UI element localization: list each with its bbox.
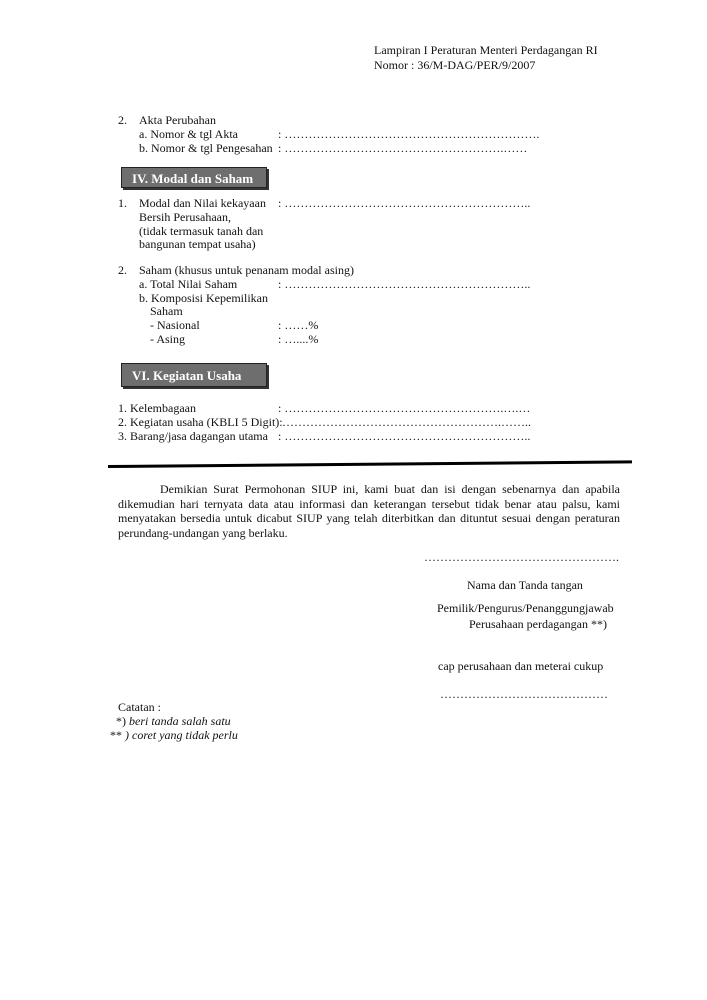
akta-a-label: a. Nomor & tgl Akta: [139, 127, 238, 141]
nasional-value: : ……%: [278, 318, 319, 332]
saham-b-label-2: Saham: [150, 304, 183, 318]
signature-role-2: Perusahaan perdagangan **): [469, 617, 607, 631]
kegiatan-value-2: ……………………………………………….……..: [282, 415, 531, 429]
nasional-label: - Nasional: [150, 318, 200, 332]
kegiatan-value-1: : ……………………………………………….….…: [278, 401, 531, 415]
signature-name-label: Nama dan Tanda tangan: [467, 578, 583, 592]
section-header-kegiatan-usaha: VI. Kegiatan Usaha: [121, 363, 267, 387]
kegiatan-value-3: : ……………………………………………………..: [278, 429, 531, 443]
akta-b-value: : ……………………………………………….……: [278, 141, 528, 155]
kegiatan-label-2: 2. Kegiatan usaha (KBLI 5 Digit):: [118, 415, 283, 429]
note-1-text: beri tanda salah satu: [129, 714, 231, 728]
note-2-mark: **: [110, 728, 122, 742]
modal-num: 1.: [118, 196, 127, 210]
akta-b-label: b. Nomor & tgl Pengesahan: [139, 141, 273, 155]
note-2-text: ) coret yang tidak perlu: [125, 728, 238, 742]
header-line-1: Lampiran I Peraturan Menteri Perdagangan RI: [374, 43, 598, 57]
stamp-label: cap perusahaan dan meterai cukup: [438, 659, 604, 673]
saham-b-label: b. Komposisi Kepemilikan: [139, 291, 268, 305]
section-header-modal-saham: IV. Modal dan Saham: [121, 167, 267, 188]
kegiatan-label-1: 1. Kelembagaan: [118, 401, 196, 415]
divider-rule: [108, 460, 632, 468]
saham-title: Saham (khusus untuk penanam modal asing): [139, 263, 354, 277]
saham-a-label: a. Total Nilai Saham: [139, 277, 238, 291]
akta-num: 2.: [118, 113, 127, 127]
akta-title: Akta Perubahan: [139, 113, 216, 127]
note-1: [116, 714, 231, 728]
modal-label-2: Bersih Perusahaan,: [139, 210, 231, 224]
note-2: [110, 728, 238, 742]
stamp-dots: ……………………………………: [440, 687, 608, 701]
signature-dots: ………………………………………….: [424, 550, 619, 564]
statement-paragraph: Demikian Surat Permohonan SIUP ini, kami buat dan isi dengan sebenarnya dan apabila dikemudian hari ternyata data atau informasi dan keterangan tersebut tidak benar atau palsu, kami menyatakan bersedia untuk dicabut SIUP yang telah diterbitkan dan dituntut sesuai dengan peraturan perundang-undangan yang berlaku.: [118, 482, 620, 540]
modal-label-3: (tidak termasuk tanah dan: [139, 224, 264, 238]
modal-value: : ……………………………………………………..: [278, 196, 531, 210]
saham-num: 2.: [118, 263, 127, 277]
note-1-mark: *): [116, 714, 126, 728]
saham-a-value: : ……………………………………………………..: [278, 277, 531, 291]
kegiatan-label-3: 3. Barang/jasa dagangan utama: [118, 429, 268, 443]
modal-label-1: Modal dan Nilai kekayaan: [139, 196, 266, 210]
header-line-2: Nomor : 36/M-DAG/PER/9/2007: [374, 58, 536, 72]
asing-value: : …....%: [278, 332, 319, 346]
modal-label-4: bangunan tempat usaha): [139, 237, 256, 251]
akta-a-value: : ……………………………………………………….: [278, 127, 540, 141]
notes-title: Catatan :: [118, 700, 161, 714]
signature-role-1: Pemilik/Pengurus/Penanggungjawab: [437, 601, 614, 615]
asing-label: - Asing: [150, 332, 186, 346]
